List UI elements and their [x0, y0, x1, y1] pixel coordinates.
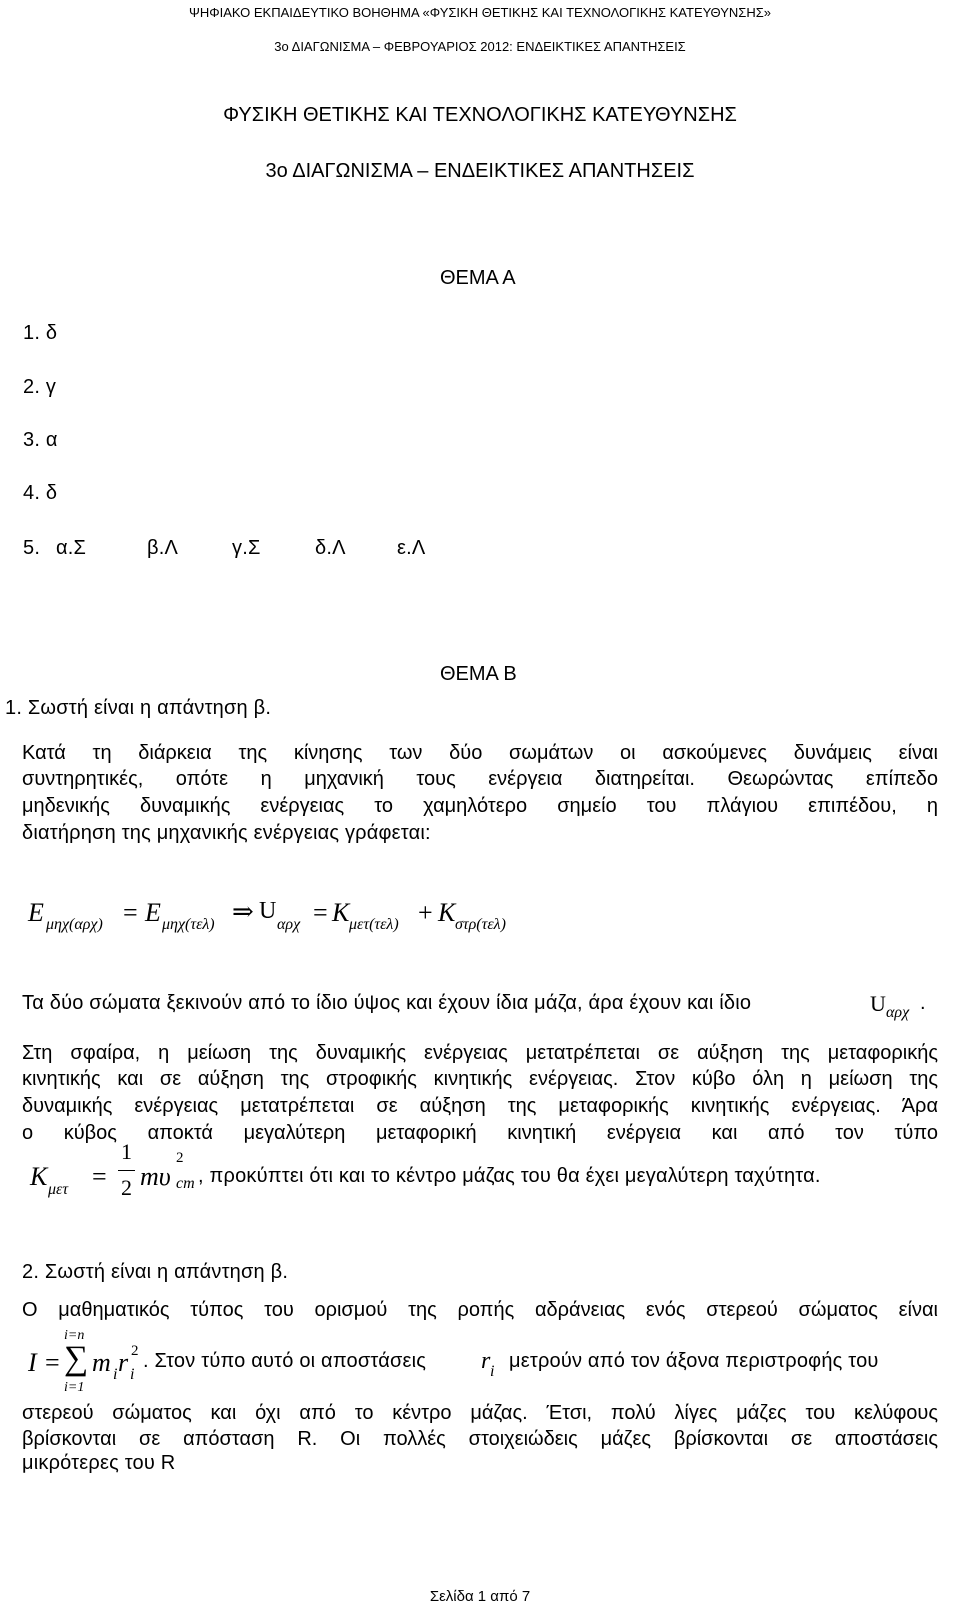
kf-equals: =	[92, 1162, 107, 1191]
sum-lower: i=1	[64, 1380, 85, 1395]
eq-plus: +	[418, 898, 433, 927]
kf-num: 1	[121, 1139, 132, 1164]
eq-E1: E	[28, 898, 44, 927]
answer-5a: α.Σ	[56, 537, 87, 559]
q2-line5: μικρότερες του R	[22, 1452, 176, 1474]
q1-label: 1. Σωστή είναι η απάντηση β.	[5, 697, 272, 719]
answer-5d: δ.Λ	[315, 537, 346, 559]
q1-para2-text: Τα δύο σώματα ξεκινούν από το ίδιο ύψος και έχουν ίδια μάζα, άρα έχουν και ίδιο	[22, 992, 752, 1014]
sum-sigma: ∑	[64, 1340, 89, 1377]
eq-sub-init: αρχ	[277, 916, 301, 933]
eq-K1: K	[332, 898, 350, 927]
kf-sub: μετ	[48, 1181, 69, 1198]
q1-para1-line1: Κατά τη διάρκεια της κίνησης των δύο σωμάτων οι ασκούμενες δυνάμεις είναι	[22, 742, 938, 764]
kf-den: 2	[121, 1175, 132, 1200]
q1-para2	[22, 992, 751, 1015]
q1-para3-line2: κινητικής και σε αύξηση της στροφικής κινητικής ενέργειας. Στον κύβο όλη η μείωση της	[22, 1068, 938, 1090]
q1-para1-line2: συντηρητικές, οπότε η μηχανική τους ενέργεια διατηρείται. Θεωρώντας επίπεδο	[22, 768, 938, 790]
page-subtitle: 3ο ΔΙΑΓΩΝΙΣΜΑ – ΕΝΔΕΙΚΤΙΚΕΣ ΑΠΑΝΤΗΣΕΙΣ	[265, 160, 695, 182]
eq-equals-2: =	[313, 898, 328, 927]
answer-5b: β.Λ	[147, 537, 179, 559]
answer-3: 3. α	[23, 429, 58, 451]
answer-2: 2. γ	[23, 376, 57, 398]
header-line-2: 3ο ΔΙΑΓΩΝΙΣΜΑ – ΦΕΒΡΟΥΑΡΙΟΣ 2012: ΕΝΔΕΙΚΤΙΚΕΣ ΑΠΑΝΤΗΣΕΙΣ	[274, 39, 686, 54]
sum-m: m	[92, 1348, 111, 1377]
sum-I: I	[28, 1348, 37, 1377]
kf-mu: mυ	[140, 1162, 171, 1191]
q1-para2-U: U	[870, 991, 886, 1016]
sum-m-index: i	[113, 1366, 118, 1383]
sum-pow: 2	[131, 1343, 139, 1359]
sum-equals: =	[45, 1348, 60, 1377]
sum-r-index: i	[130, 1366, 135, 1383]
page-number: Σελίδα 1 από 7	[429, 1588, 531, 1605]
q1-para1-line4: διατήρηση της μηχανικής ενέργειας γράφεται:	[22, 822, 431, 844]
eq-equals-1: =	[123, 898, 138, 927]
answer-5-number: 5.	[23, 537, 41, 559]
kf-K: K	[30, 1162, 48, 1191]
q1-para3-line4: ο κύβος αποκτά μεγαλύτερη μεταφορική κινητική ενέργεια και από τον τύπο	[22, 1122, 938, 1144]
kf-cm: cm	[176, 1175, 195, 1192]
kf-tail: , προκύπτει ότι και το κέντρο μάζας του θα έχει μεγαλύτερη ταχύτητα.	[198, 1165, 821, 1187]
thema-b-heading: ΘΕΜΑ Β	[440, 663, 517, 685]
page-title: ΦΥΣΙΚΗ ΘΕΤΙΚΗΣ ΚΑΙ ΤΕΧΝΟΛΟΓΙΚΗΣ ΚΑΤΕΥΘΥΝΣΗΣ	[223, 104, 737, 126]
sum-upper: i=n	[64, 1328, 85, 1343]
q1-para2-sub: αρχ	[886, 1004, 910, 1021]
answer-5e: ε.Λ	[397, 537, 426, 559]
q2-label: 2. Σωστή είναι η απάντηση β.	[22, 1261, 289, 1283]
eq-U: U	[259, 898, 277, 924]
eq-sub-mech-fin: μηχ(τελ)	[162, 916, 215, 933]
eq-sub-mech-init: μηχ(αρχ)	[46, 916, 103, 933]
eq-implies: ⇒	[232, 897, 254, 926]
q1-para3-line1: Στη σφαίρα, η μείωση της δυναμικής ενέργειας μετατρέπεται σε αύξηση της μεταφορικής	[22, 1042, 938, 1064]
q1-para1-line3: μηδενικής δυναμικής ενέργειας το χαμηλότερο σημείο του πλάγιου επιπέδου, η	[22, 795, 938, 817]
eq-K2: K	[438, 898, 456, 927]
header-line-1: ΨΗΦΙΑΚΟ ΕΚΠΑΙΔΕΥΤΙΚΟ ΒΟΗΘΗΜΑ «ΦΥΣΙΚΗ ΘΕΤΙΚΗΣ ΚΑΙ ΤΕΧΝΟΛΟΓΙΚΗΣ ΚΑΤΕΥΘΥΝΣΗΣ»	[188, 5, 772, 20]
kf-fraction-bar	[118, 1170, 135, 1171]
q2-line2-i: i	[490, 1363, 495, 1380]
q2-line2-r: r	[481, 1348, 491, 1374]
answer-5c: γ.Σ	[232, 537, 261, 559]
q2-line3: στερεού σώματος και όχι από το κέντρο μάζας. Έτσι, πολύ λίγες μάζες του κελύφους	[22, 1402, 938, 1424]
q2-line2-a: . Στον τύπο αυτό οι αποστάσεις	[143, 1350, 427, 1372]
q1-para3-line3: δυναμικής ενέργειας μετατρέπεται σε αύξηση της μεταφορικής κινητικής ενέργειας. Άρα	[22, 1095, 938, 1117]
q1-para2-end: .	[920, 992, 926, 1014]
q2-line4: βρίσκονται σε απόσταση R. Οι πολλές στοιχειώδεις μάζες βρίσκονται σε αποστάσεις	[22, 1428, 938, 1450]
eq-E2: E	[145, 898, 161, 927]
sum-r: r	[118, 1348, 129, 1377]
answer-1: 1. δ	[23, 322, 58, 344]
eq-sub-trans-fin: μετ(τελ)	[349, 916, 399, 933]
eq-sub-rot-fin: στρ(τελ)	[455, 916, 506, 933]
q2-line2-b: μετρούν από τον άξονα περιστροφής του	[509, 1350, 879, 1372]
kf-pow: 2	[176, 1150, 184, 1166]
thema-a-heading: ΘΕΜΑ Α	[440, 267, 516, 289]
answer-4: 4. δ	[23, 482, 58, 504]
q2-line1: Ο μαθηματικός τύπος του ορισμού της ροπής αδράνειας ενός στερεού σώματος είναι	[22, 1299, 938, 1321]
